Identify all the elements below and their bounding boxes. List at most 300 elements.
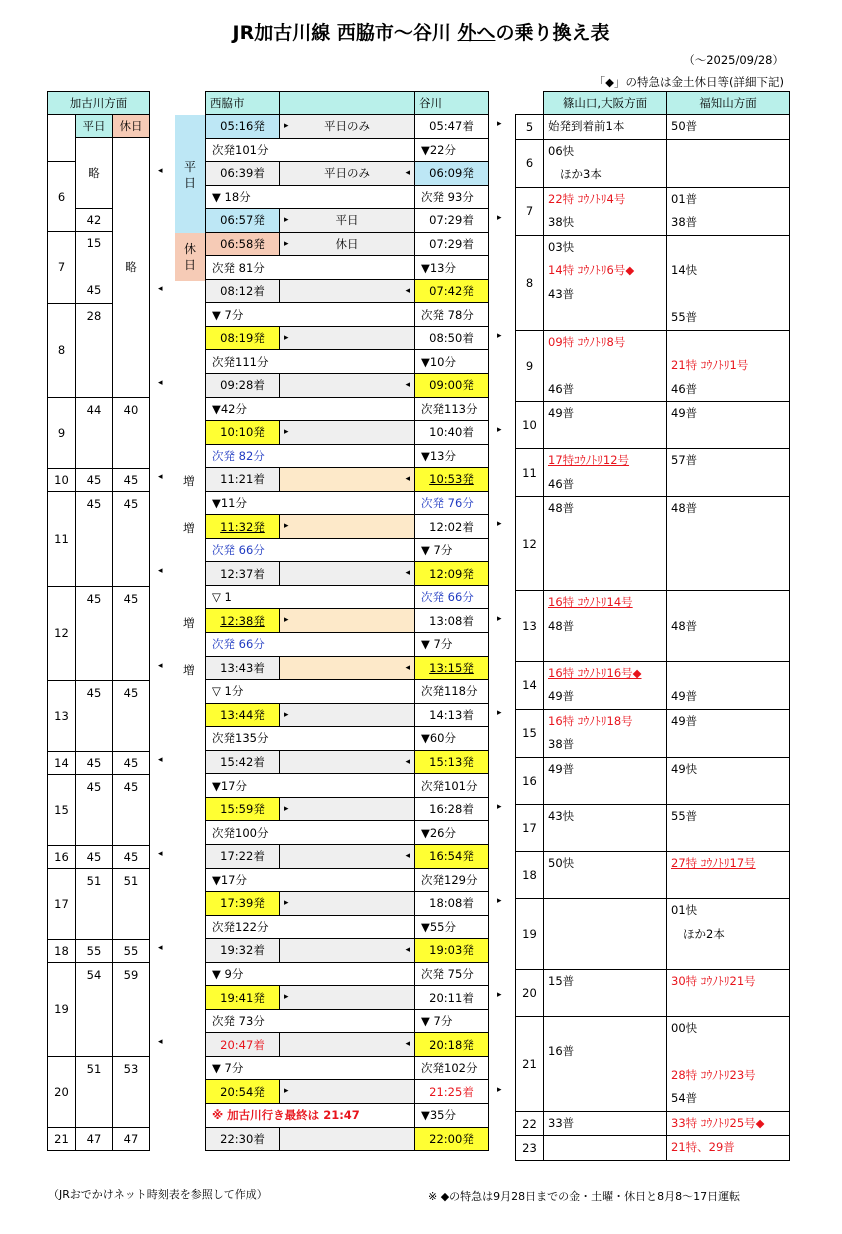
service-note: [280, 939, 415, 963]
train-entry: 33特 ｺｳﾉﾄﾘ25号◆: [671, 1115, 765, 1130]
transfer-info-right: 次発113分: [415, 397, 489, 421]
transfer-info-left: 次発135分: [206, 727, 415, 751]
minute-cell: 45: [113, 680, 150, 751]
connection-row: [516, 402, 790, 449]
timetable-row: [206, 797, 489, 821]
sasayamaguchi-trains: [544, 402, 667, 449]
train-entry: 21特 ｺｳﾉﾄﾘ1号: [671, 358, 749, 372]
transfer-info-right: ▼ 7分: [415, 1009, 489, 1033]
hour-cell: 11: [516, 449, 544, 497]
train-entry: 15普: [548, 973, 575, 988]
sasayamaguchi-trains: [544, 805, 667, 852]
transfer-info-right: 次発101分: [415, 774, 489, 798]
nishiwaki-tanikawa-table: [205, 91, 489, 1151]
minute-cell: 42: [76, 209, 113, 232]
fukuchiyama-header: 福知山方面: [667, 92, 790, 115]
nishiwaki-time: 11:32発: [206, 515, 280, 539]
timetable-row: [206, 939, 489, 963]
minute-cell: 51: [113, 868, 150, 939]
nishiwaki-time: 08:19発: [206, 326, 280, 350]
connection-row: [516, 139, 790, 187]
left-arrow-icon: ◂: [158, 472, 163, 483]
service-note: [280, 421, 415, 445]
train-entry: 27特 ｺｳﾉﾄﾘ17号: [671, 856, 756, 871]
train-entry: [667, 1040, 789, 1064]
nishiwaki-header: 西脇市: [206, 92, 280, 115]
tanikawa-time: 13:08着: [415, 609, 489, 633]
train-entry: [544, 354, 666, 378]
service-note: [280, 797, 415, 821]
connection-row: [516, 187, 790, 235]
minute-cell: 45: [113, 774, 150, 845]
service-note: [280, 326, 415, 350]
timetable-row: [206, 303, 489, 327]
train-entry: 46普: [671, 381, 698, 396]
hour-cell: 17: [48, 868, 76, 939]
timetable-row: [206, 703, 489, 727]
left-arrow-icon: ◂: [158, 660, 163, 671]
train-entry: 54普: [671, 1091, 698, 1106]
connection-row: [516, 1111, 790, 1136]
right-arrow-icon: ▸: [497, 801, 502, 812]
hour-cell: 8: [48, 303, 76, 397]
hour-cell: 15: [516, 709, 544, 757]
timetable-row: [206, 1080, 489, 1104]
timetable-row: [206, 633, 489, 657]
fukuchiyama-trains: [667, 139, 790, 187]
right-arrow-icon: ▸: [497, 519, 502, 530]
transfer-info-right: 次発 66分: [415, 585, 489, 609]
hour-cell: 16: [516, 757, 544, 804]
kakogawa-table: [47, 91, 150, 1151]
tanikawa-time: 13:15発: [415, 656, 489, 680]
timetable-row: [206, 350, 489, 374]
timetable-row: [206, 585, 489, 609]
fukuchiyama-trains: [667, 805, 790, 852]
minute-cell: 47: [113, 1127, 150, 1150]
service-note: [280, 562, 415, 586]
tanikawa-time: 12:09発: [415, 562, 489, 586]
transfer-info-right: 次発 75分: [415, 962, 489, 986]
service-note: [280, 609, 415, 633]
train-entry: 33普: [548, 1115, 575, 1130]
fukuchiyama-trains: [667, 757, 790, 804]
service-day-label: 平日のみ: [324, 119, 370, 134]
fukuchiyama-trains: [667, 330, 790, 402]
fukuchiyama-trains: [667, 115, 790, 140]
hour-cell: 16: [48, 845, 76, 868]
right-arrow-icon: ▸: [284, 332, 289, 343]
minute-cell: 45: [113, 468, 150, 491]
extra-train-mark: 増: [183, 663, 195, 677]
train-entry: ほか2本: [683, 926, 725, 941]
transfer-info-left: ▼42分: [206, 397, 415, 421]
timetable-row: [206, 232, 489, 256]
hour-cell: 12: [516, 497, 544, 591]
right-arrow-icon: ▸: [284, 427, 289, 438]
timetable-row: [206, 868, 489, 892]
timetable-row: [206, 609, 489, 633]
tanikawa-time: 10:53発: [415, 468, 489, 492]
fukuchiyama-trains: [667, 1136, 790, 1161]
service-note: [280, 162, 415, 186]
minute-cell: 51: [76, 1056, 113, 1127]
train-entry: 49普: [671, 689, 698, 704]
sasayamaguchi-trains: [544, 497, 667, 591]
minute-cell: 45: [76, 751, 113, 774]
train-entry: 49普: [548, 689, 575, 704]
service-note: [280, 468, 415, 492]
left-arrow-icon: ◂: [158, 943, 163, 954]
tanikawa-header: 谷川: [415, 92, 489, 115]
left-arrow-icon: ◂: [158, 1037, 163, 1048]
timetable-row: [206, 468, 489, 492]
train-entry: 17特ｺｳﾉﾄﾘ12号: [548, 453, 630, 468]
hour-cell: 7: [516, 187, 544, 235]
service-note: [280, 1033, 415, 1057]
transfer-info-right: ▼35分: [415, 1103, 489, 1127]
service-note: [280, 515, 415, 539]
train-entry: [667, 591, 789, 615]
last-train-note: ※ 加古川行き最終は: [212, 1108, 324, 1123]
fukuchiyama-trains: [667, 591, 790, 662]
train-entry: 00快: [671, 1020, 698, 1035]
timetable-row: [206, 1103, 489, 1127]
minute-cell: 45: [76, 491, 113, 586]
minute-cell: 53: [113, 1056, 150, 1127]
nishiwaki-time: 10:10発: [206, 421, 280, 445]
train-entry: 46普: [548, 381, 575, 396]
nishiwaki-time: 08:12着: [206, 279, 280, 303]
footer-diamond-note: ※ ◆の特急は9月28日までの金・土曜・休日と8月8～17日運転: [428, 1190, 741, 1203]
timetable-row: [206, 538, 489, 562]
sasayamaguchi-trains: [544, 449, 667, 497]
connection-row: [516, 235, 790, 330]
right-arrow-icon: ▸: [284, 238, 289, 249]
fukuchiyama-trains: [667, 497, 790, 591]
connection-row: [516, 449, 790, 497]
transfer-info-left: ▼17分: [206, 868, 415, 892]
timetable-row: [206, 444, 489, 468]
transfer-info-left: 次発 66分: [206, 633, 415, 657]
nishiwaki-time: 20:54発: [206, 1080, 280, 1104]
tanikawa-time: 21:25着: [415, 1080, 489, 1104]
sasayamaguchi-trains: [544, 235, 667, 330]
tanikawa-time: 07:42発: [415, 279, 489, 303]
timetable-row: [206, 844, 489, 868]
hour-cell: 5: [516, 115, 544, 140]
left-arrow-icon: ◂: [158, 849, 163, 860]
train-entry: 46普: [548, 476, 575, 491]
train-entry: 38快: [548, 215, 575, 229]
timetable-row: [206, 727, 489, 751]
sasayamaguchi-trains: [544, 899, 667, 970]
tanikawa-time: 15:13発: [415, 750, 489, 774]
hour-cell: 14: [516, 661, 544, 709]
transfer-info-left: 次発100分: [206, 821, 415, 845]
left-arrow-icon: ◂: [405, 168, 410, 179]
train-entry: 55普: [671, 310, 698, 324]
fukuchiyama-trains: [667, 402, 790, 449]
nishiwaki-time: 11:21着: [206, 468, 280, 492]
transfer-info-right: ▼60分: [415, 727, 489, 751]
timetable-row: [206, 185, 489, 209]
left-arrow-icon: ◂: [158, 283, 163, 294]
right-arrow-icon: ▸: [497, 1084, 502, 1095]
train-entry: 01快: [671, 903, 698, 918]
sasayamaguchi-trains: [544, 1016, 667, 1111]
service-day-label: 平日: [335, 213, 359, 228]
tanikawa-connection-table: [515, 91, 790, 1161]
transfer-info-left: 次発 66分: [206, 538, 415, 562]
tanikawa-time: 16:28着: [415, 797, 489, 821]
train-entry: 50快: [548, 856, 575, 871]
right-arrow-icon: ▸: [284, 521, 289, 532]
train-entry: 49普: [548, 761, 575, 776]
fukuchiyama-trains: [667, 852, 790, 899]
left-arrow-icon: ◂: [405, 1039, 410, 1050]
minute-cell: 45: [86, 283, 102, 297]
transfer-info-left: ▼ 18分: [206, 185, 415, 209]
right-arrow-icon: ▸: [497, 213, 502, 224]
train-entry: 43普: [548, 286, 575, 301]
holiday-vertical-label: 休 日: [183, 242, 196, 272]
connection-row: [516, 852, 790, 899]
hour-cell: 18: [48, 939, 76, 962]
sasayamaguchi-trains: [544, 187, 667, 235]
minute-cell: 55: [76, 939, 113, 962]
train-entry: ほか3本: [560, 167, 602, 181]
hour-cell: 13: [516, 591, 544, 662]
hour-cell: 7: [48, 232, 76, 304]
tanikawa-time: 20:18発: [415, 1033, 489, 1057]
right-arrow-icon: ▸: [497, 425, 502, 436]
transfer-info-right: ▼55分: [415, 915, 489, 939]
transfer-info-right: 次発118分: [415, 680, 489, 704]
tanikawa-time: 18:08着: [415, 892, 489, 916]
train-entry: 49快: [671, 761, 698, 776]
minute-cell: 45: [76, 774, 113, 845]
transfer-info-left: ▼ 7分: [206, 303, 415, 327]
train-entry: 38普: [671, 215, 698, 229]
nishiwaki-time: 13:44発: [206, 703, 280, 727]
right-arrow-icon: ▸: [284, 615, 289, 626]
minute-cell: 28: [76, 303, 113, 397]
hour-cell: 20: [516, 969, 544, 1016]
train-entry: 09特 ｺｳﾉﾄﾘ8号: [548, 334, 626, 349]
transfer-info-right: ▼22分: [415, 138, 489, 162]
service-note: [280, 374, 415, 398]
left-arrow-icon: ◂: [405, 474, 410, 485]
fukuchiyama-trains: [667, 661, 790, 709]
train-entry: 28特 ｺｳﾉﾄﾘ23号: [671, 1067, 756, 1082]
right-arrow-icon: ▸: [497, 896, 502, 907]
connection-row: [516, 757, 790, 804]
diamond-note: 「◆」の特急は金土休日等(詳細下記): [593, 75, 784, 89]
timetable-row: [206, 256, 489, 280]
transfer-info-right: ▼ 7分: [415, 633, 489, 657]
timetable-row: [206, 421, 489, 445]
connection-row: [516, 1016, 790, 1111]
train-entry: 21特、29普: [671, 1140, 735, 1155]
right-arrow-icon: ▸: [284, 1086, 289, 1097]
minute-cell: 45: [76, 845, 113, 868]
kakogawa-header: 加古川方面: [48, 92, 150, 115]
transfer-info-right: ▼26分: [415, 821, 489, 845]
nishiwaki-time: 19:32着: [206, 939, 280, 963]
service-note: [280, 750, 415, 774]
minute-cell: 44: [76, 397, 113, 468]
train-entry: 55普: [671, 809, 698, 824]
hour-cell: 17: [516, 805, 544, 852]
left-arrow-icon: ◂: [158, 754, 163, 765]
timetable-row: [206, 326, 489, 350]
hour-cell: 8: [516, 235, 544, 330]
nishiwaki-time: 09:28着: [206, 374, 280, 398]
tanikawa-time: 16:54発: [415, 844, 489, 868]
train-entry: [667, 662, 789, 686]
nishiwaki-time: 19:41発: [206, 986, 280, 1010]
timetable-row: [206, 1009, 489, 1033]
train-entry: 01普: [671, 191, 698, 206]
transfer-info-left: ▼ 7分: [206, 1056, 415, 1080]
train-entry: 始発到着前1本: [548, 119, 625, 133]
hour-cell: 14: [48, 751, 76, 774]
transfer-info-left: 次発111分: [206, 350, 415, 374]
sasayamaguchi-trains: [544, 591, 667, 662]
connection-row: [516, 969, 790, 1016]
left-arrow-icon: ◂: [158, 378, 163, 389]
train-entry: 49普: [671, 406, 698, 420]
sasayamaguchi-trains: [544, 330, 667, 402]
train-entry: 49普: [548, 406, 575, 420]
minute-cell: 45: [76, 468, 113, 491]
hour-cell: 6: [48, 162, 76, 232]
minute-cell: 45: [113, 491, 150, 586]
tanikawa-time: 06:09発: [415, 162, 489, 186]
extra-train-mark: 増: [183, 616, 195, 630]
hour-cell: 22: [516, 1111, 544, 1136]
right-arrow-icon: ▸: [497, 613, 502, 624]
timetable-row: [206, 1033, 489, 1057]
tanikawa-time: 14:13着: [415, 703, 489, 727]
hour-cell: 10: [516, 402, 544, 449]
timetable-row: [206, 162, 489, 186]
fukuchiyama-trains: [667, 235, 790, 330]
tanikawa-time: 07:29着: [415, 232, 489, 256]
timetable-row: [206, 1127, 489, 1151]
transfer-info-left: 次発 82分: [206, 444, 415, 468]
train-entry: [667, 236, 789, 260]
timetable-row: [206, 821, 489, 845]
left-arrow-icon: ◂: [158, 166, 163, 177]
tanikawa-time: 12:02着: [415, 515, 489, 539]
hour-cell: 9: [48, 397, 76, 468]
sasayamaguchi-trains: [544, 139, 667, 187]
weekday-vertical-label: 平 日: [183, 160, 196, 190]
right-arrow-icon: ▸: [497, 330, 502, 341]
last-train-time: 21:47: [323, 1108, 360, 1123]
hour-cell: 10: [48, 468, 76, 491]
timetable-row: [206, 515, 489, 539]
right-arrow-icon: ▸: [284, 992, 289, 1003]
omitted-weekday: 略: [76, 138, 113, 209]
minute-cell: 45: [76, 680, 113, 751]
connection-row: [516, 1136, 790, 1161]
hour-cell: 18: [516, 852, 544, 899]
right-arrow-icon: ▸: [497, 707, 502, 718]
nishiwaki-time: 06:39着: [206, 162, 280, 186]
timetable-row: [206, 397, 489, 421]
nishiwaki-time: 15:42着: [206, 750, 280, 774]
timetable-row: [206, 915, 489, 939]
page-title: JR加古川線 西脇市～谷川 外への乗り換え表: [232, 22, 610, 44]
tanikawa-time: 05:47着: [415, 115, 489, 139]
timetable-row: [206, 209, 489, 233]
tanikawa-time: 22:00発: [415, 1127, 489, 1151]
transfer-info-left: [206, 1103, 415, 1127]
train-entry: 48普: [548, 618, 575, 633]
date-range: （～2025/09/28）: [683, 53, 784, 67]
hour-cell: 23: [516, 1136, 544, 1161]
nishiwaki-time: 22:30着: [206, 1127, 280, 1151]
timetable-row: [206, 986, 489, 1010]
hour-cell: 15: [48, 774, 76, 845]
hour-cell: 19: [48, 962, 76, 1056]
minute-cell: 59: [113, 962, 150, 1056]
sasayamaguchi-trains: [544, 709, 667, 757]
service-note: [280, 279, 415, 303]
minute-cell: 45: [76, 586, 113, 680]
hour-cell: 9: [516, 330, 544, 402]
left-arrow-icon: ◂: [405, 380, 410, 391]
fukuchiyama-trains: [667, 969, 790, 1016]
service-note: [280, 1127, 415, 1151]
hour-cell: 21: [516, 1016, 544, 1111]
left-arrow-icon: ◂: [405, 568, 410, 579]
service-note: [280, 656, 415, 680]
fukuchiyama-trains: [667, 899, 790, 970]
service-note: [280, 844, 415, 868]
fukuchiyama-trains: [667, 449, 790, 497]
train-entry: 48普: [671, 501, 698, 516]
connection-row: [516, 330, 790, 402]
tanikawa-time: 10:40着: [415, 421, 489, 445]
train-entry: 14特 ｺｳﾉﾄﾘ6号◆: [548, 263, 635, 277]
service-note: [280, 209, 415, 233]
train-entry: 16特 ｺｳﾉﾄﾘ14号: [548, 595, 633, 610]
left-arrow-icon: ◂: [405, 662, 410, 673]
right-arrow-icon: ▸: [284, 215, 289, 226]
train-entry: 48普: [548, 501, 575, 516]
sasayamaguchi-trains: [544, 969, 667, 1016]
service-day-label: 休日: [335, 237, 359, 251]
train-entry: 57普: [671, 453, 698, 468]
minute-cell: 55: [113, 939, 150, 962]
timetable-row: [206, 892, 489, 916]
right-arrow-icon: ▸: [284, 709, 289, 720]
timetable-row: [206, 774, 489, 798]
right-arrow-icon: ▸: [284, 121, 289, 131]
minute-cell: 47: [76, 1127, 113, 1150]
service-note: [280, 1080, 415, 1104]
connection-row: [516, 661, 790, 709]
connection-row: [516, 899, 790, 970]
train-entry: [544, 1017, 666, 1041]
transfer-info-right: ▼13分: [415, 444, 489, 468]
transfer-info-left: ▽ 1: [206, 585, 415, 609]
train-entry: 50普: [671, 119, 698, 133]
